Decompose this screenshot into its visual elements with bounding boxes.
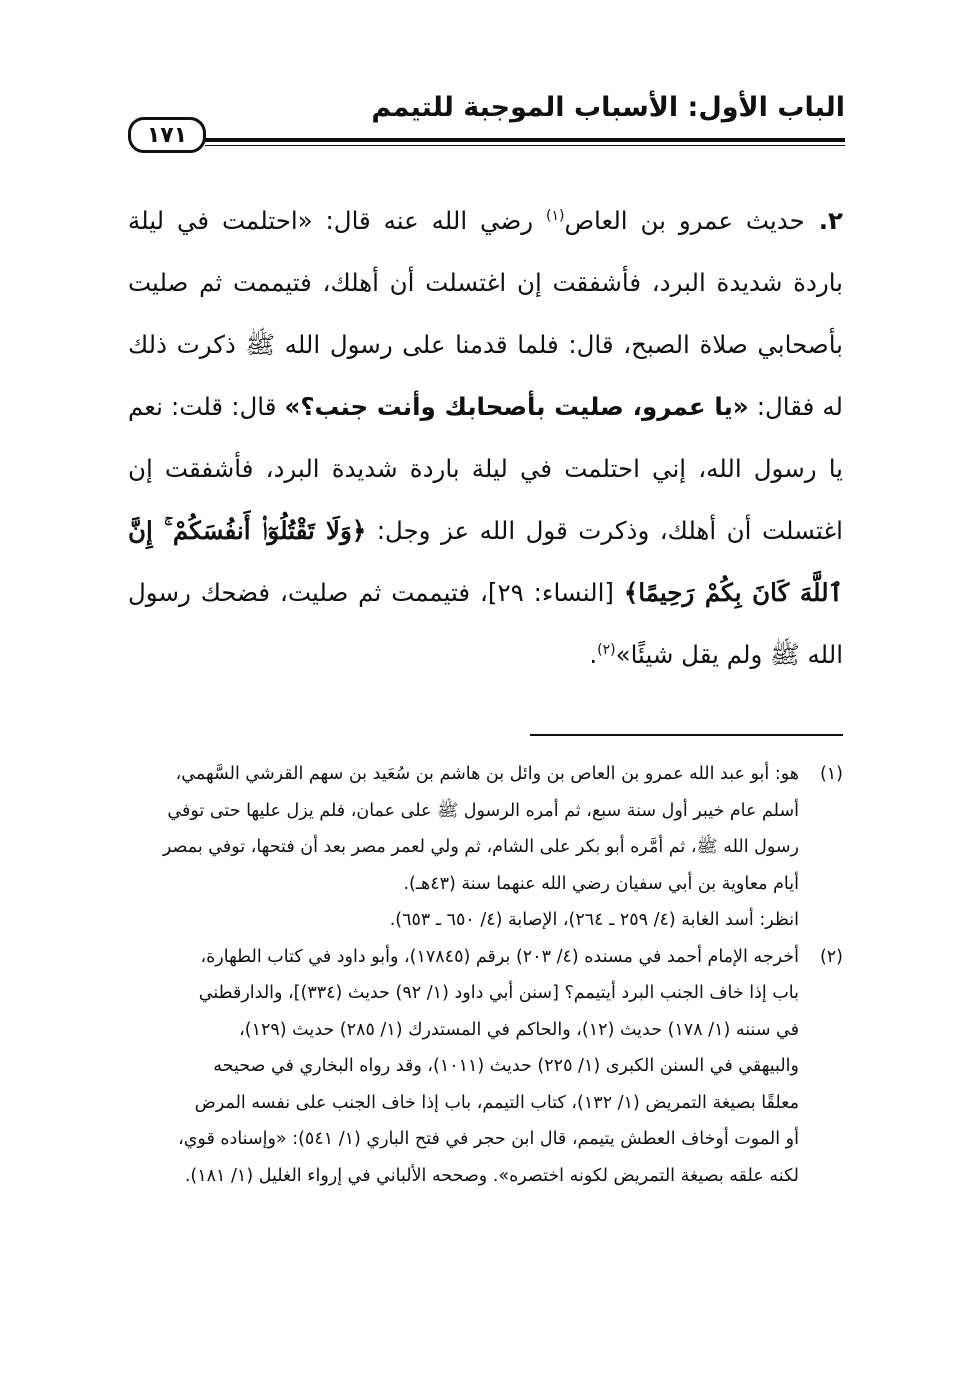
hadith-text-part-3: [النساء: ٢٩]، فتيممت ثم صليت، فضحك رسول الله ﷺ ولم يقل شيئًا» (128, 578, 843, 669)
footnote-line: أخرجه الإمام أحمد في مسنده (٤/ ٢٠٣) برقم (١٧٨٤٥)، وأبو داود في كتاب الطهارة، (200, 946, 799, 967)
footnote-marker: (١) (819, 764, 843, 784)
footnote-line: معلقًا بصيغة التمريض (١/ ١٣٢)، كتاب التيمم، باب إذا خاف الجنب على نفسه المرض (194, 1092, 799, 1113)
footnote-line: في سننه (١/ ١٧٨) حديث (١٢)، والحاكم في المستدرك (١/ ٢٨٥) حديث (١٢٩)، (239, 1019, 799, 1040)
footnote-marker: (٢) (819, 946, 843, 967)
chapter-title: الباب الأول: الأسباب الموجبة للتيمم (371, 92, 845, 123)
footnote-1 (128, 756, 843, 939)
header-rule (205, 138, 845, 142)
hadith-text-part-2: قال: قلت: نعم يا رسول الله، إني احتلمت في ليلة باردة شديدة البرد، فأشفقت إن اغتسلت أن أهلك، وذكرت قول الله عز وجل: (128, 392, 843, 545)
footnote-line: والبيهقي في السنن الكبرى (١/ ٢٢٥) حديث (١٠١١)، وقد رواه البخاري في صحيحه (213, 1056, 799, 1076)
hadith-intro: حديث عمرو بن العاص (564, 206, 805, 235)
footnote-line: رسول الله ﷺ، ثم أمَّره أبو بكر على الشام، ثم ولي لعمر مصر بعد أن فتحها، توفي بمصر (162, 837, 799, 857)
footnote-line: أسلم عام خيبر أول سنة سبع، ثم أمره الرسول ﷺ على عمان، فلم يزل عليها حتى توفي (167, 800, 799, 821)
footnotes (128, 756, 843, 1194)
footnote-line: أو الموت أوخاف العطش يتيمم، قال ابن حجر في فتح الباري (١/ ٥٤١): «وإسناده قوي، (178, 1129, 799, 1149)
main-paragraph (128, 190, 843, 686)
footnote-2 (128, 939, 843, 1195)
prophet-quote: «يا عمرو، صليت بأصحابك وأنت جنب؟» (284, 392, 749, 421)
hadith-text-part-1: رضي الله عنه قال: «احتلمت في ليلة باردة شديدة البرد، فأشفقت إن اغتسلت أن أهلك، فتيممت ثم صليت بأصحابي صلاة الصبح، قال: فلما قدمنا على رسول الله ﷺ ذكرت ذلك له فقال: (128, 206, 843, 421)
footnote-line: هو: أبو عبد الله عمرو بن العاص بن وائل بن هاشم بن سُعَيد بن سهم القرشي السَّهمي، (175, 764, 799, 784)
footnote-separator (530, 734, 843, 736)
header-rule-thin (205, 145, 845, 146)
footnote-line: باب إذا خاف الجنب البرد أيتيمم؟ [سنن أبي داود (١/ ٩٢) حديث (٣٣٤)]، والدارقطني (198, 983, 799, 1003)
page-number: ١٧١ (128, 117, 206, 153)
hadith-end-period: . (589, 640, 598, 669)
footnote-line: لكنه علقه بصيغة التمريض لكونه اختصره». وصححه الألباني في إرواء الغليل (١/ ١٨١). (184, 1165, 799, 1186)
footnote-line: أيام معاوية بن أبي سفيان رضي الله عنهما سنة (٤٣هـ). (403, 873, 799, 894)
item-number: ٢. (818, 206, 843, 235)
footnote-ref-1[interactable]: (١) (545, 207, 565, 224)
footnote-line: انظر: أسد الغابة (٤/ ٢٥٩ ـ ٢٦٤)، الإصابة (٤/ ٦٥٠ ـ ٦٥٣). (389, 910, 799, 930)
footnote-ref-2[interactable]: (٢) (597, 641, 616, 658)
quran-verse: ﴿وَلَا تَقْتُلُوٓا۟ أَنفُسَكُمْ ۚ إِنَّ ٱللَّهَ كَانَ بِكُمْ رَحِيمًا﴾ (128, 516, 843, 607)
